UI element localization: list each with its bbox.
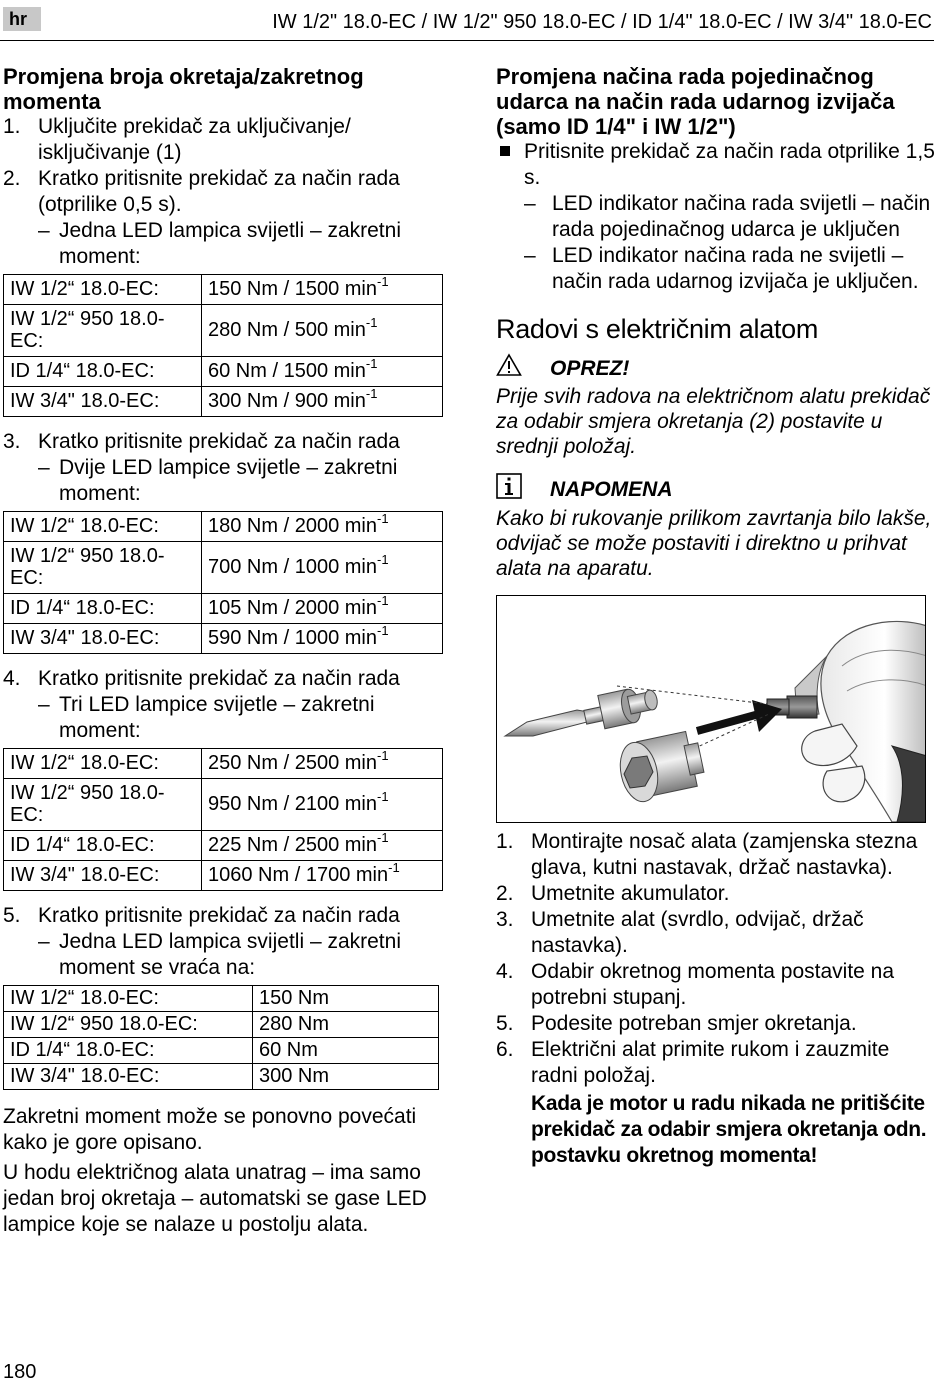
model-cell: IW 1/2“ 18.0-EC: [4,986,253,1012]
step-1 [496,829,936,881]
model-cell: IW 1/2“ 950 18.0-EC: [4,1012,253,1038]
step-number: 5. [3,904,21,927]
warning-label: OPREZ! [550,356,630,380]
document-header-title: IW 1/2" 18.0-EC / IW 1/2" 950 18.0-EC / ID 1/4" 18.0-EC / IW 3/4" 18.0-EC [272,11,932,33]
step-3 [496,907,936,959]
dash-mark: – [38,930,50,953]
table-row [4,1064,439,1090]
torque-cell: 150 Nm / 1500 $\min^{-1}$ [202,275,443,305]
torque-cell: 225 Nm / 2500 $\min^{-1}$ [202,831,443,861]
step-2 [3,166,443,218]
torque-cell: 590 Nm / 1000 $\min^{-1}$ [202,624,443,654]
model-cell: IW 1/2“ 950 18.0-EC: [4,542,202,594]
step-number: 2. [496,882,514,905]
torque-cell: 950 Nm / 2100 $\min^{-1}$ [202,779,443,831]
torque-cell: 60 Nm [253,1038,439,1064]
model-cell: IW 3/4" 18.0-EC: [4,861,202,891]
dash-item [3,692,443,744]
language-tag: hr [3,7,41,31]
model-cell: IW 3/4" 18.0-EC: [4,387,202,417]
dash-text: Jedna LED lampica svijetli – zakretni moment: [59,219,401,268]
bold-safety-warning: Kada je motor u radu nikada ne pritišćite prekidač za odabir smjera okretanja odn. postavku okretnog momenta! [531,1092,927,1167]
table-row [4,624,443,654]
table-row [4,594,443,624]
model-cell: IW 1/2“ 18.0-EC: [4,512,202,542]
warning-header [496,353,936,384]
step-text: Električni alat primite rukom i zauzmite radni položaj. [531,1038,890,1087]
torque-cell: 300 Nm / 900 $\min^{-1}$ [202,387,443,417]
model-cell: ID 1/4“ 18.0-EC: [4,831,202,861]
table-row [4,387,443,417]
section-heading-mode-change: Promjena načina rada pojedinačnog udarca na način rada udarnog izvijača (samo ID 1/4" i IW 1/2") [496,64,895,139]
torque-cell: 700 Nm / 1000 $\min^{-1}$ [202,542,443,594]
bullet-text: Pritisnite prekidač za način rada otprilike 1,5 s. [524,140,935,189]
bullet-item [496,139,936,191]
step-3 [3,429,443,455]
torque-cell: 60 Nm / 1500 $\min^{-1}$ [202,357,443,387]
page-number: 180 [3,1361,37,1383]
step-number: 3. [3,430,21,453]
table-row [4,779,443,831]
step-text: Kratko pritisnite prekidač za način rada [38,667,400,690]
table-row [4,1012,439,1038]
section-title-power-tool-work: Radovi s električnim alatom [496,314,819,344]
step-4 [3,666,443,692]
step-text: Odabir okretnog momenta postavite na potrebni stupanj. [531,960,895,1009]
dash-mark: – [38,219,50,242]
warning-text: Prije svih radova na električnom alatu prekidač za odabir smjera okretanja (2) postavite u srednji položaj. [496,385,931,458]
note-label: NAPOMENA [550,477,673,501]
table-row [4,831,443,861]
torque-table-1 [3,274,443,417]
model-cell: IW 1/2“ 18.0-EC: [4,275,202,305]
table-row [4,861,443,891]
torque-cell: 150 Nm [253,986,439,1012]
torque-cell: 280 Nm / 500 $\min^{-1}$ [202,305,443,357]
step-text: Kratko pritisnite prekidač za način rada [38,904,400,927]
step-text: Kratko pritisnite prekidač za način rada (otprilike 0,5 s). [38,167,400,216]
torque-table-4 [3,985,439,1090]
model-cell: ID 1/4“ 18.0-EC: [4,594,202,624]
model-cell: IW 3/4" 18.0-EC: [4,1064,253,1090]
step-number: 2. [3,167,21,190]
step-number: 6. [496,1038,514,1061]
procedure-steps [496,829,936,1169]
dash-text: Tri LED lampice svijetle – zakretni moment: [59,693,375,742]
table-row [4,512,443,542]
torque-cell: 1060 Nm / 1700 $\min^{-1}$ [202,861,443,891]
table-row [4,275,443,305]
step-text: Kratko pritisnite prekidač za način rada [38,430,400,453]
step-number: 3. [496,908,514,931]
note-header [496,473,936,506]
step-number: 1. [3,115,21,138]
torque-cell: 105 Nm / 2000 $\min^{-1}$ [202,594,443,624]
square-bullet-icon [496,139,524,191]
torque-cell: 250 Nm / 2500 $\min^{-1}$ [202,749,443,779]
step-number: 4. [3,667,21,690]
section-heading-speed-torque: Promjena broja okretaja/zakretnog momenta [3,64,364,114]
dash-mark: – [524,192,536,215]
tool-mounting-illustration [496,595,926,823]
dash-text: LED indikator načina rada ne svijetli – način rada udarnog izvijača je uključen. [552,244,919,293]
dash-item [3,218,443,270]
table-row [4,305,443,357]
table-row [4,1038,439,1064]
left-column [3,64,443,1238]
model-cell: IW 1/2“ 950 18.0-EC: [4,305,202,357]
table-row [4,357,443,387]
dash-mark: – [38,456,50,479]
step-text: Umetnite alat (svrdlo, odvijač, držač nastavka). [531,908,864,957]
torque-cell: 180 Nm / 2000 $\min^{-1}$ [202,512,443,542]
dash-item [496,191,936,243]
step-5 [3,903,443,929]
dash-text: LED indikator načina rada svijetli – način rada pojedinačnog udarca je uključen [552,192,931,241]
model-cell: ID 1/4“ 18.0-EC: [4,357,202,387]
dash-text: Dvije LED lampice svijetle – zakretni moment: [59,456,398,505]
step-text: Uključite prekidač za uključivanje/ isključivanje (1) [38,115,351,164]
right-column [496,64,936,1169]
model-cell: IW 3/4" 18.0-EC: [4,624,202,654]
model-cell: IW 1/2“ 18.0-EC: [4,749,202,779]
dash-item [3,455,443,507]
dash-item [496,243,936,295]
step-text: Podesite potreban smjer okretanja. [531,1012,857,1035]
dash-item [3,929,443,981]
warning-triangle-icon [496,353,550,384]
torque-cell: 280 Nm [253,1012,439,1038]
step-4 [496,959,936,1011]
note-text: Kako bi rukovanje prilikom zavrtanja bilo lakše, odvijač se može postaviti i direktno u prihvat alata na aparatu. [496,507,932,580]
dash-mark: – [524,244,536,267]
step-text: Montirajte nosač alata (zamjenska stezna glava, kutni nastavak, držač nastavka). [531,830,918,879]
dash-text: Jedna LED lampica svijetli – zakretni moment se vraća na: [59,930,401,979]
model-cell: ID 1/4“ 18.0-EC: [4,1038,253,1064]
dash-mark: – [38,693,50,716]
step-2 [496,881,936,907]
step-number: 4. [496,960,514,983]
step-text: Umetnite akumulator. [531,882,730,905]
paragraph-reverse-mode: U hodu električnog alata unatrag – ima samo jedan broj okretaja – automatski se gase LED lampice koje se nalaze u postolju alata. [3,1161,427,1236]
step-5 [496,1011,936,1037]
model-cell: IW 1/2“ 950 18.0-EC: [4,779,202,831]
torque-table-3 [3,748,443,891]
info-icon [496,473,550,506]
step-6 [496,1037,936,1089]
step-1 [3,114,443,166]
table-row [4,986,439,1012]
table-row [4,542,443,594]
table-row [4,749,443,779]
step-number: 1. [496,830,514,853]
torque-table-2 [3,511,443,654]
step-number: 5. [496,1012,514,1035]
torque-cell: 300 Nm [253,1064,439,1090]
header-divider [0,40,934,41]
paragraph-torque-increase: Zakretni moment može se ponovno povećati kako je gore opisano. [3,1105,417,1154]
